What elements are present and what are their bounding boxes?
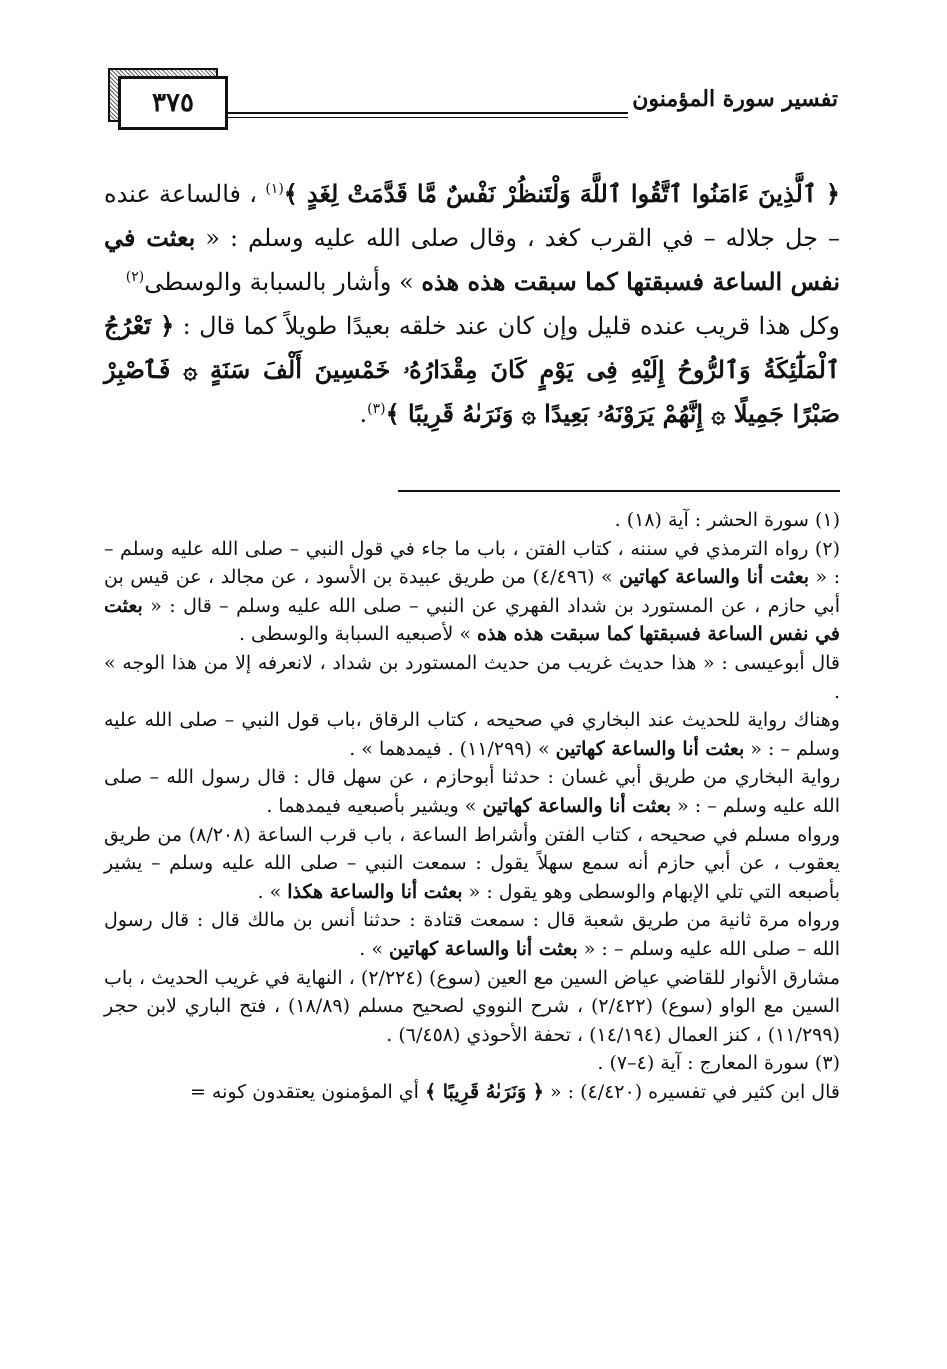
footnote-2-para-6 — [104, 906, 840, 963]
footnote-text: أي المؤمنون يعتقدون كونه = — [189, 1080, 419, 1103]
footnote-hadith: بعثت أنا والساعة كهاتين — [555, 737, 745, 760]
footnote-text: (٢) رواه الترمذي في سننه ، كتاب الفتن ، باب ما جاء في قول النبي – صلى الله عليه وسلم – : « — [104, 537, 841, 589]
footnote-3: (٣) سورة المعارج : آية (٤–٧) . — [597, 1052, 840, 1075]
footnote-2-para-2: قال أبوعيسى : « هذا حديث غريب من حديث المستورد بن شداد ، لانعرفه إلا من هذا الوجه » . — [104, 651, 840, 703]
footnote-hadith: بعثت أنا والساعة كهاتين — [619, 566, 810, 589]
footnotes — [104, 506, 840, 1106]
footnote-text: وهناك رواية للحديث عند البخاري في صحيحه ، كتاب الرقاق ،باب قول النبي – صلى الله عليه وسلم – : « — [104, 709, 840, 760]
footnote-ref: (٣) — [367, 401, 386, 417]
footnote-text: رواية البخاري من طريق أبي غسان : حدثنا أبوحازم ، عن سهل قال : قال رسول الله – صلى الله عليه وسلم – : « — [104, 766, 840, 817]
main-paragraph-2 — [104, 304, 840, 436]
quran-verse: ﴿ ٱلَّذِينَ ءَامَنُوا ٱتَّقُوا ٱللَّهَ وَلْتَنظُرْ نَفْسٌ مَّا قَدَّمَتْ لِغَدٍ ﴾ — [283, 179, 840, 208]
header-rule — [226, 112, 628, 114]
footnote-3-para-2 — [104, 1078, 840, 1107]
footnote-2-para-4 — [104, 763, 840, 820]
header-rule-thin — [226, 117, 628, 118]
footnote-text: ورواه مسلم في صحيحه ، كتاب الفتن وأشراط الساعة ، باب قرب الساعة (٨/٢٠٨) من طريق يعقوب ، عن أبي حازم أنه سمع سهلاً يقول : سمعت النبي – صلى الله عليه وسلم – يشير بأصبعه التي تلي الإبهام والوسطى وهو يقول : « — [104, 823, 840, 903]
page-header — [108, 64, 838, 144]
footnote-quran: ﴿ وَنَرَىٰهُ قَرِيبًا ﴾ — [425, 1080, 544, 1103]
footnote-text: قال ابن كثير في تفسيره (٤/٤٢٠) : « — [549, 1080, 840, 1103]
footnote-ref: (٢) — [125, 269, 145, 285]
footnote-hadith: بعثت أنا والساعة كهاتين — [389, 937, 578, 960]
footnote-2-para-5 — [104, 821, 840, 907]
footnote-2-para-7: مشارق الأنوار للقاضي عياض السين مع العين (سوع) (٢/٢٢٤) ، النهاية في غريب الحديث ، باب السين مع الواو (سوع) (٢/٤٢٢) ، شرح النووي لصحيح مسلم (١٨/٨٩) ، فتح الباري لابن حجر (١١/٢٩٩) ، كنز العمال (١٤/١٩٤) ، تحفة الأحوذي (٦/٤٥٨) . — [104, 966, 840, 1046]
main-text-segment: ، فالساعة عنده – جل جلاله – في القرب كغد ، وقال صلى الله عليه وسلم : « — [104, 180, 840, 252]
running-title: تفسير سورة المؤمنون — [632, 86, 838, 112]
footnote-1: (١) سورة الحشر : آية (١٨) . — [614, 509, 840, 531]
footnote-2 — [104, 535, 840, 649]
main-text-segment: » وأشار بالسبابة والوسطى — [144, 268, 414, 296]
hadith-quote: بعثت في نفس الساعة فسبقتها كما سبقت هذه هذه — [104, 223, 840, 296]
footnote-2-para-3 — [104, 706, 840, 763]
page-number: ٣٧٥ — [118, 76, 228, 130]
footnote-hadith: بعثت في نفس الساعة فسبقتها كما سبقت هذه هذه — [104, 594, 840, 646]
footnote-text: » (١١/٢٩٩) . فيمدهما » . — [349, 737, 550, 760]
footnote-separator — [398, 490, 840, 492]
main-text — [104, 172, 840, 436]
footnote-hadith: بعثت أنا والساعة هكذا — [287, 880, 463, 903]
footnote-text: » لأصبعيه السبابة والوسطى . — [238, 623, 471, 646]
footnote-text: » . — [257, 880, 282, 903]
main-text-segment: وكل هذا قريب عنده قليل وإن كان عند خلقه بعيدًا طويلاً كما قال : — [182, 312, 840, 340]
footnote-text: » ويشير بأصبعيه فيمدهما . — [266, 794, 477, 817]
footnote-text: ورواه مرة ثانية من طريق شعبة قال : سمعت قتادة : حدثنا أنس بن مالك قال : قال رسول الله – صلى الله عليه وسلم – : « — [104, 909, 840, 960]
main-paragraph-1 — [104, 172, 840, 304]
footnote-hadith: بعثت أنا والساعة كهاتين — [482, 794, 672, 817]
footnote-text: » (٤/٤٩٦) من طريق عبيدة بن الأسود ، عن مجالد ، عن قيس بن أبي حازم ، عن المستورد بن شداد الفهري عن النبي – صلى الله عليه وسلم – قال : « — [104, 566, 840, 617]
footnote-ref: (١) — [265, 181, 284, 197]
footnote-text: » . — [359, 937, 383, 960]
quran-verse: ﴿ تَعْرُجُ ٱلْمَلَٰٓئِكَةُ وَٱلرُّوحُ إِلَيْهِ فِى يَوْمٍ كَانَ مِقْدَارُهُۥ خَمْسِينَ أَلْفَ سَنَةٍ ۞ فَٱصْبِرْ صَبْرًا جَمِيلًا ۞ إِنَّهُمْ يَرَوْنَهُۥ بَعِيدًا ۞ وَنَرَىٰهُ قَرِيبًا ﴾ — [104, 311, 840, 428]
main-text-segment: . — [359, 400, 368, 428]
